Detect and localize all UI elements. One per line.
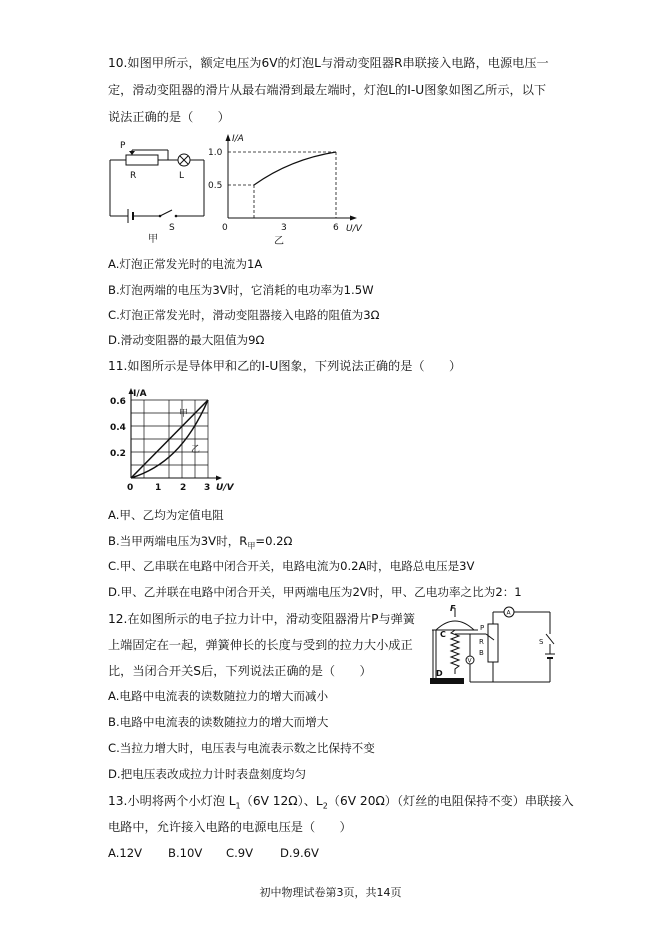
fig-label-b: B [479,649,484,657]
graph-xtick-3: 3 [281,223,287,233]
chart-xtick-0: 0 [127,483,134,493]
fig-label-p: P [480,624,485,632]
graph-ytick-1: 1.0 [208,148,223,158]
q12-option-c: C.当拉力增大时，电压表与电流表示数之比保持不变 [108,741,375,755]
q13-line-1-a: 13.小明将两个小灯泡 L [108,794,236,808]
q11-option-a: A.甲、乙均为定值电阻 [108,508,224,522]
q11-stem: 11.如图所示是导体甲和乙的I-U图象，下列说法正确的是（ ） [108,359,462,373]
q13-line-1 [108,793,574,814]
graph-xtick-6: 6 [333,223,339,233]
fig-label-s: S [539,638,544,646]
fig-label-f: F [450,604,456,613]
fig-label-d: D [436,669,443,678]
q12-line-1: 12.在如图所示的电子拉力计中，滑动变阻器滑片P与弹簧 [108,612,416,626]
q13-option-a: A.12V [108,846,143,860]
q12-option-d: D.把电压表改成拉力计时表盘刻度均匀 [108,767,307,781]
chart-ylabel: I/A [133,389,147,399]
q11-option-b-sub: 甲 [247,541,256,551]
q13-line-1-b: （6V 12Ω）、L [240,794,323,808]
circuit-caption: 甲 [148,234,158,245]
q11-option-d: D.甲、乙并联在电路中闭合开关，甲两端电压为2V时，甲、乙电功率之比为2：1 [108,585,522,599]
chart-xtick-3: 3 [204,483,211,493]
q11-option-b [108,533,292,554]
q12-line-3: 比，当闭合开关S后，下列说法正确的是（ ） [108,664,372,678]
q13-option-c: C.9V [226,846,254,860]
graph-ytick-05: 0.5 [208,181,223,191]
q11-iu-chart [108,384,248,494]
q12-option-b: B.电路中电流表的读数随拉力的增大而增大 [108,715,329,729]
lamp-iu-curve [254,152,336,185]
q10-line-3: 说法正确的是（ ） [108,110,230,124]
q10-line-1: 10.如图甲所示，额定电压为6V的灯泡L与滑动变阻器R串联接入电路，电源电压一 [108,56,549,70]
chart-ytick-04: 0.4 [110,423,126,433]
graph-xlabel: U/V [346,224,362,234]
q10-option-a: A.灯泡正常发光时的电流为1A [108,257,263,271]
q10-line-2: 定，滑动变阻器的滑片从最右端滑到最左端时，灯泡L的I-U图象如图乙所示，以下 [108,83,547,97]
q13-option-b: B.10V [168,846,203,860]
q13-sub-1: 1 [235,801,241,811]
circuit-label-p: P [120,141,126,151]
q10-option-c: C.灯泡正常发光时，滑动变阻器接入电路的阻值为3Ω [108,308,380,322]
chart-ytick-02: 0.2 [110,449,126,459]
q11-option-b-tail: =0.2Ω [255,534,293,548]
q12-tension-meter-figure [422,604,560,690]
graph-xtick-0: 0 [222,223,228,233]
q13-line-2: 电路中，允许接入电路的电源电压是（ ） [108,820,352,834]
fig-label-a: A [506,609,511,617]
q11-option-c: C.甲、乙串联在电路中闭合开关，电路电流为0.2A时，电路总电压是3V [108,559,475,573]
q13-sub-2: 2 [322,801,328,811]
chart-xlabel: U/V [216,483,234,493]
q12-option-a: A.电路中电流表的读数随拉力的增大而减小 [108,689,329,703]
series-label-jia: 甲 [179,409,189,419]
series-label-yi: 乙 [191,445,201,455]
q11-option-b-text: B.当甲两端电压为3V时，R [108,534,248,548]
q10-iu-graph [208,130,368,248]
fig-label-c: C [440,630,446,639]
q13-line-1-c: （6V 20Ω）（灯丝的电阻保持不变）串联接入 [327,794,574,808]
q10-circuit-figure [106,140,216,245]
fig-label-r: R [479,638,484,646]
chart-xtick-1: 1 [155,483,162,493]
circuit-label-r: R [130,171,137,181]
q13-option-d: D.9.6V [280,846,319,860]
fig-label-v: V [467,657,472,665]
page-footer: 初中物理试卷第3页，共14页 [259,886,402,899]
circuit-label-l: L [179,171,185,181]
circuit-label-s: S [169,223,175,233]
graph-ylabel: I/A [232,134,244,144]
q10-option-b: B.灯泡两端的电压为3V时，它消耗的电功率为1.5W [108,283,374,297]
chart-ytick-06: 0.6 [110,397,126,407]
graph-caption: 乙 [274,236,284,247]
chart-xtick-2: 2 [180,483,187,493]
q10-option-d: D.滑动变阻器的最大阻值为9Ω [108,333,265,347]
q12-line-2: 上端固定在一起，弹簧伸长的长度与受到的拉力大小成正 [108,638,413,652]
